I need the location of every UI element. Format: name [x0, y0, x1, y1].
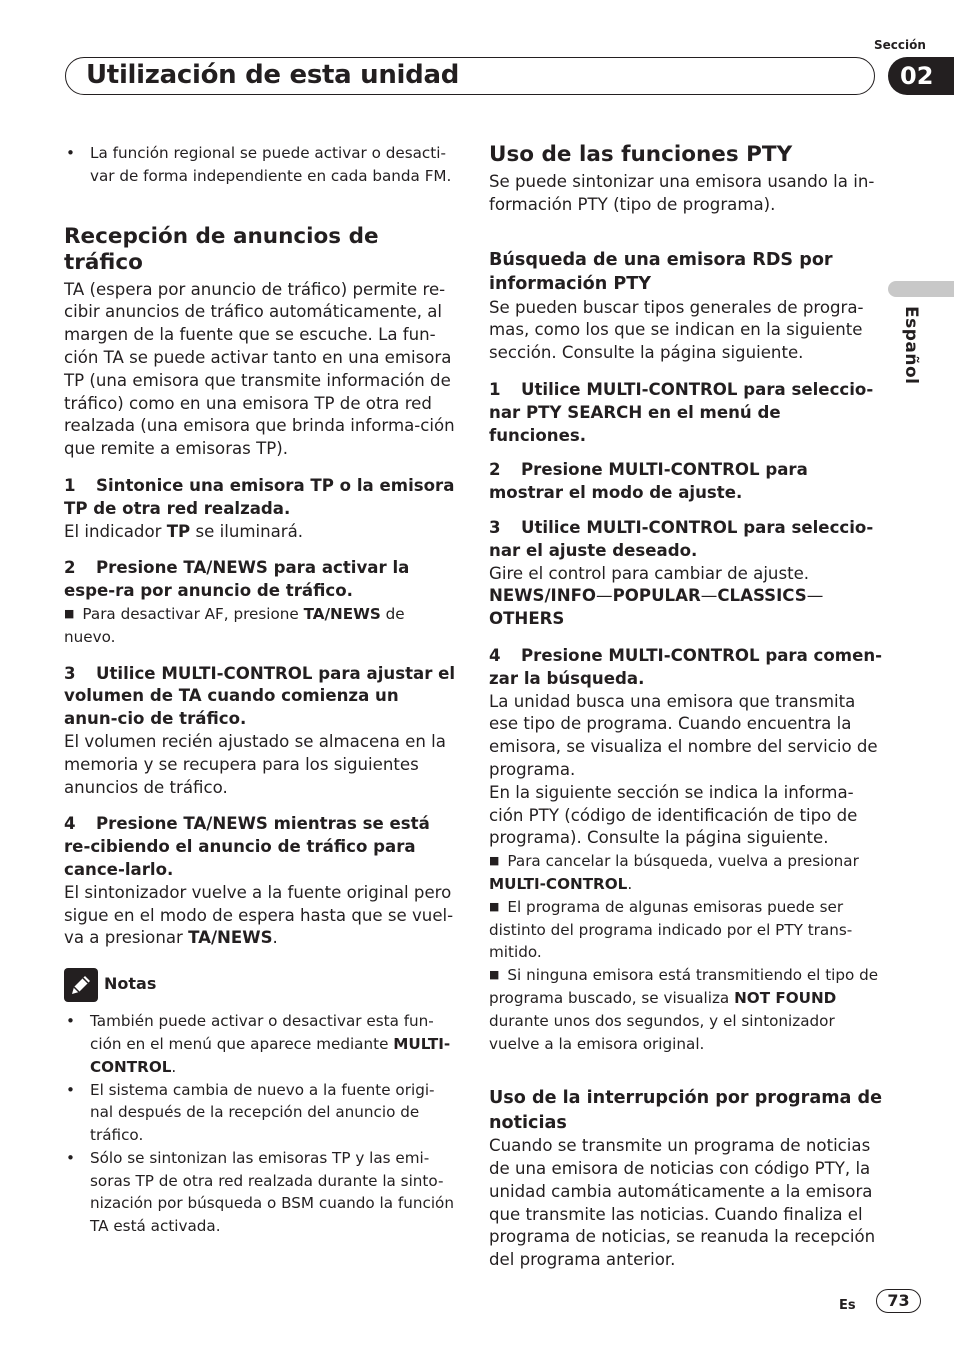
pty-step-2: 2 Presione MULTI-CONTROL para mostrar el modo de ajuste.: [489, 460, 808, 503]
pty-search-body: Se pueden buscar tipos generales de progra-mas, como los que se indican en la siguiente sección. Consulte la página siguiente.: [489, 297, 864, 363]
pty-options: NEWS/INFO—POPULAR—CLASSICS— OTHERS: [489, 586, 824, 629]
traffic-step-4: 4 Presione TA/NEWS mientras se está re-cibiendo el anuncio de tráfico para cance-larlo.: [64, 814, 430, 879]
pty-search-subheading: Búsqueda de una emisora RDS por información PTY: [489, 249, 833, 295]
right-column: [489, 142, 883, 1272]
news-interrupt-body: Cuando se transmite un programa de noticias de una emisora de noticias con código PTY, la unidad cambia automáticamente a la emisora que transmite las noticias. Cuando finaliza el programa de noticias, se reanuda la recepción del programa anterior.: [489, 1136, 876, 1270]
language-tab-bar: [888, 281, 954, 297]
seccion-label: Sección: [874, 38, 926, 52]
header-bar: [65, 57, 875, 95]
intro-bullet: • La función regional se puede activar o desacti-var de forma independiente en cada banda FM.: [66, 144, 452, 185]
pty-step-1: 1 Utilice MULTI-CONTROL para seleccio-nar PTY SEARCH en el menú de funciones.: [489, 379, 874, 445]
traffic-step-3: 3 Utilice MULTI-CONTROL para ajustar el volumen de TA cuando comienza un anun-cio de tráfico.: [64, 663, 456, 729]
pty-step-4-body: La unidad busca una emisora que transmita ese tipo de programa. Cuando encuentra la emisora, se visualiza el nombre del servicio de programa.: [489, 691, 878, 779]
left-column: [64, 142, 456, 1238]
traffic-heading: Recepción de anuncios de tráfico: [64, 223, 379, 275]
pty-step-4: 4 Presione MULTI-CONTROL para comen-zar la búsqueda.: [489, 645, 883, 688]
traffic-paragraph: TA (espera por anuncio de tráfico) permite re-cibir anuncios de tráfico automáticamente, al margen de la fuente que se escuche. La fun-ción TA se puede activar tanto en una emisora TP (una emisora que transmite información de tráfico) como en una emisora TP de otra red realzada (una emisora que brinda informa-ción que remite a emisoras TP).: [64, 279, 455, 459]
traffic-step-2: 2 Presione TA/NEWS para activar la espe-ra por anuncio de tráfico.: [64, 558, 410, 601]
footer-language-code: Es: [839, 1298, 856, 1313]
pty-note: ■ Si ninguna emisora está transmitiendo el tipo de programa buscado, se visualiza NOT FOUND durante unos dos segundos, y el sintonizador vuelve a la emisora original.: [489, 966, 879, 1053]
note-item: • Sólo se sintonizan las emisoras TP y las emi-soras TP de otra red realzada durante la sinto-nización por búsqueda o BSM cuando la función TA está activada.: [66, 1148, 454, 1236]
traffic-step-4-body: El sintonizador vuelve a la fuente original pero sigue en el modo de espera hasta que se vuel-va a presionar TA/NEWS.: [64, 882, 454, 948]
pty-intro: Se puede sintonizar una emisora usando la in-formación PTY (tipo de programa).: [489, 172, 875, 214]
pty-step-4-body-2: En la siguiente sección se indica la informa-ción PTY (código de identificación de tipo de programa). Consulte la página siguiente.: [489, 782, 858, 848]
note-item: • También puede activar o desactivar esta fun-ción en el menú que aparece mediante MULTI-CONTROL.: [66, 1012, 451, 1076]
pty-note: ■ El programa de algunas emisoras puede ser distinto del programa indicado por el PTY trans-mitido.: [489, 897, 853, 962]
pty-step-3-body: Gire el control para cambiar de ajuste.: [489, 563, 810, 583]
language-tab-label: Español: [901, 306, 921, 385]
traffic-step-2-note: ■ Para desactivar AF, presione TA/NEWS de nuevo.: [64, 604, 405, 646]
note-item: • El sistema cambia de nuevo a la fuente origi-nal después de la recepción del anuncio de tráfico.: [66, 1080, 435, 1145]
pty-note: ■ Para cancelar la búsqueda, vuelva a presionar MULTI-CONTROL.: [489, 852, 859, 893]
pty-heading: Uso de las funciones PTY: [489, 142, 793, 167]
notes-pencil-icon: [64, 968, 98, 1002]
traffic-step-1: 1 Sintonice una emisora TP o la emisora TP de otra red realzada.: [64, 475, 455, 518]
notes-header: [64, 968, 456, 1002]
page-number: 73: [876, 1289, 921, 1313]
notes-label: Notas: [104, 974, 157, 994]
section-number-badge: 02: [888, 57, 954, 95]
pty-step-3: 3 Utilice MULTI-CONTROL para seleccio-nar el ajuste deseado.: [489, 517, 874, 560]
traffic-step-1-body: El indicador TP se iluminará.: [64, 521, 304, 541]
news-interrupt-subheading: Uso de la interrupción por programa de noticias: [489, 1088, 883, 1133]
traffic-step-3-body: El volumen recién ajustado se almacena en la memoria y se recupera para los siguientes anuncios de tráfico.: [64, 731, 446, 797]
page-title: Utilización de esta unidad: [86, 60, 460, 90]
